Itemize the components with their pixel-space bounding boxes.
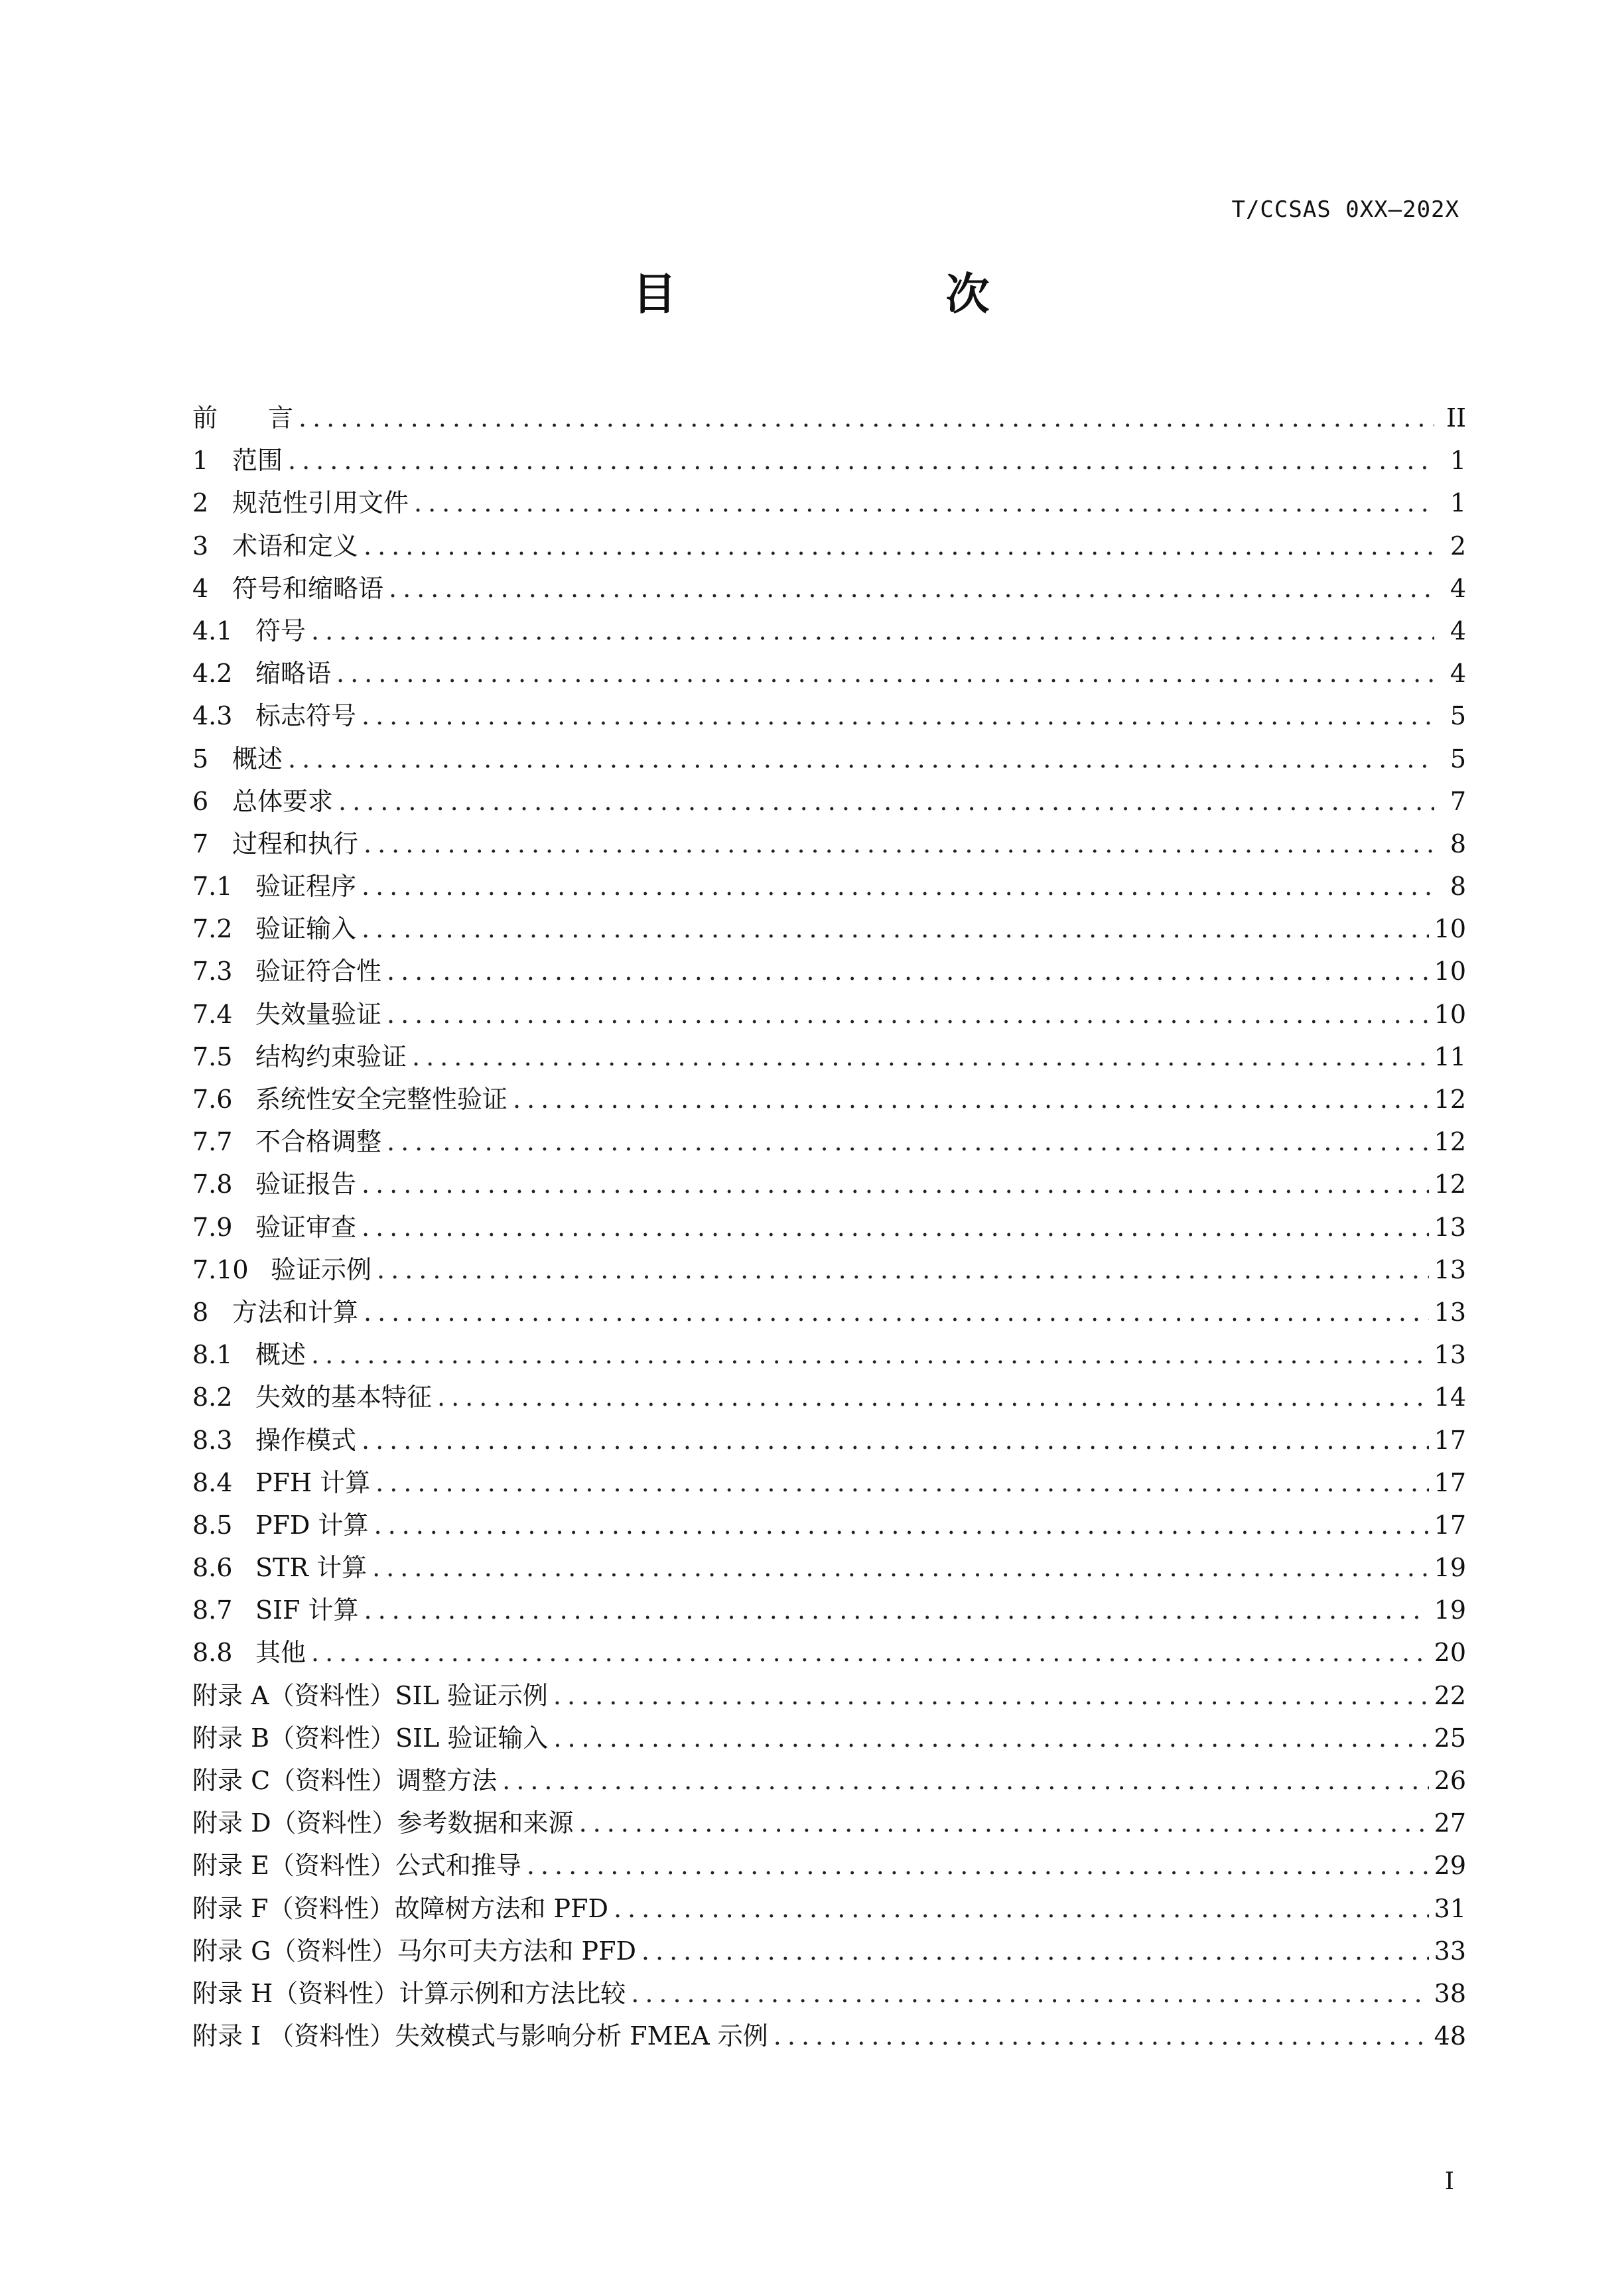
toc-entry-page: II xyxy=(1446,403,1466,433)
toc-entry-page: 27 xyxy=(1434,1808,1466,1838)
page-number: I xyxy=(1444,2168,1454,2195)
dot-leader xyxy=(387,993,1429,1036)
toc-entry-label: PFD 计算 xyxy=(255,1510,369,1540)
toc-entry[interactable] xyxy=(192,695,1466,737)
toc-entry-page: 19 xyxy=(1434,1553,1466,1583)
dot-leader xyxy=(414,482,1434,524)
toc-entry-number: 8.6 xyxy=(192,1553,233,1583)
dot-leader xyxy=(631,1972,1428,2015)
toc-entry-page: 5 xyxy=(1450,701,1466,731)
toc-entry-number: 3 xyxy=(192,531,209,561)
toc-entry[interactable] xyxy=(192,1930,1466,1972)
dot-leader xyxy=(362,1419,1429,1461)
toc-entry-label: 总体要求 xyxy=(232,786,334,816)
toc-entry-page: 10 xyxy=(1434,999,1466,1029)
toc-entry-number: 8.7 xyxy=(192,1595,233,1625)
toc-entry[interactable] xyxy=(192,1419,1466,1461)
toc-entry-page: 12 xyxy=(1434,1085,1466,1114)
toc-entry[interactable] xyxy=(192,1333,1466,1376)
toc-entry-label: SIF 计算 xyxy=(255,1595,359,1625)
toc-entry-page: 5 xyxy=(1450,744,1466,774)
dot-leader xyxy=(288,439,1434,482)
toc-entry-page: 13 xyxy=(1434,1212,1466,1242)
toc-entry-label: 术语和定义 xyxy=(232,531,359,561)
toc-entry[interactable] xyxy=(192,738,1466,780)
dot-leader xyxy=(553,1717,1428,1759)
toc-entry-number: 8.5 xyxy=(192,1510,233,1540)
toc-entry-label: 验证报告 xyxy=(255,1170,357,1199)
toc-entry[interactable] xyxy=(192,1844,1466,1887)
dot-leader xyxy=(642,1930,1429,1972)
toc-entry-label: 其他 xyxy=(255,1638,306,1668)
toc-entry[interactable] xyxy=(192,1163,1466,1205)
toc-entry[interactable] xyxy=(192,950,1466,992)
toc-entry-page: 12 xyxy=(1434,1170,1466,1199)
toc-entry-page: 20 xyxy=(1434,1638,1466,1668)
dot-leader xyxy=(437,1376,1429,1418)
toc-entry[interactable] xyxy=(192,1291,1466,1333)
toc-entry[interactable] xyxy=(192,1759,1466,1802)
toc-entry-page: 22 xyxy=(1434,1680,1466,1710)
toc-entry-label: 操作模式 xyxy=(255,1425,357,1455)
toc-entry[interactable] xyxy=(192,1589,1466,1631)
toc-entry-page: 38 xyxy=(1434,1978,1466,2008)
toc-entry-label: 验证示例 xyxy=(271,1254,372,1284)
toc-entry[interactable] xyxy=(192,1717,1466,1759)
dot-leader xyxy=(774,2015,1429,2057)
toc-entry-number: 8.3 xyxy=(192,1425,233,1455)
dot-leader xyxy=(377,1249,1429,1291)
toc-entry[interactable] xyxy=(192,865,1466,908)
toc-entry[interactable] xyxy=(192,908,1466,950)
toc-entry-label: 结构约束验证 xyxy=(255,1042,407,1071)
toc-entry[interactable] xyxy=(192,1546,1466,1589)
dot-leader xyxy=(338,780,1434,823)
toc-entry-number: 8.2 xyxy=(192,1383,233,1412)
toc-entry-number: 4.2 xyxy=(192,659,233,689)
dot-leader xyxy=(364,525,1434,567)
document-code: T/CCSAS 0XX—202X xyxy=(1231,196,1459,223)
toc-entry-label: 验证符合性 xyxy=(255,957,382,986)
toc-entry-page: 2 xyxy=(1450,531,1466,561)
toc-entry-page: 7 xyxy=(1450,786,1466,816)
dot-leader xyxy=(364,823,1434,865)
toc-entry-label: 概述 xyxy=(255,1340,306,1370)
toc-entry-page: 4 xyxy=(1450,616,1466,645)
toc-entry-label: 附录 A（资料性）SIL 验证示例 xyxy=(192,1680,548,1710)
toc-entry-label: 前 言 xyxy=(192,403,294,433)
toc-entry-page: 13 xyxy=(1434,1297,1466,1327)
dot-leader xyxy=(579,1802,1429,1844)
toc-entry-number: 7.7 xyxy=(192,1127,233,1157)
toc-entry-page: 29 xyxy=(1434,1851,1466,1881)
dot-leader xyxy=(288,738,1434,780)
toc-entry-number: 7.3 xyxy=(192,957,233,986)
toc-entry-label: 系统性安全完整性验证 xyxy=(255,1085,508,1114)
toc-entry-number: 8.4 xyxy=(192,1467,233,1497)
dot-leader xyxy=(362,695,1434,737)
dot-leader xyxy=(502,1759,1428,1802)
toc-entry-label: 范围 xyxy=(232,446,283,476)
table-of-contents xyxy=(192,397,1466,2057)
toc-entry-label: 附录 H（资料性）计算示例和方法比较 xyxy=(192,1978,626,2008)
toc-entry[interactable] xyxy=(192,2015,1466,2057)
toc-entry-page: 26 xyxy=(1434,1766,1466,1795)
toc-entry-page: 8 xyxy=(1450,872,1466,902)
toc-entry-number: 5 xyxy=(192,744,209,774)
toc-entry[interactable] xyxy=(192,567,1466,610)
toc-entry[interactable] xyxy=(192,1631,1466,1674)
dot-leader xyxy=(299,397,1434,439)
toc-entry-number: 4.1 xyxy=(192,616,233,645)
toc-entry-number: 2 xyxy=(192,488,209,518)
dot-leader xyxy=(364,1291,1429,1333)
toc-entry-page: 4 xyxy=(1450,573,1466,603)
toc-entry-number: 7.1 xyxy=(192,872,233,902)
toc-entry-page: 31 xyxy=(1434,1893,1466,1923)
toc-entry-number: 8.8 xyxy=(192,1638,233,1668)
toc-entry-label: 失效量验证 xyxy=(255,999,382,1029)
toc-entry-label: 不合格调整 xyxy=(255,1127,382,1157)
toc-entry-label: 概述 xyxy=(232,744,283,774)
toc-entry[interactable] xyxy=(192,993,1466,1036)
dot-leader xyxy=(389,567,1434,610)
dot-leader xyxy=(362,865,1434,908)
toc-entry-number: 4 xyxy=(192,573,209,603)
toc-entry-number: 7.4 xyxy=(192,999,233,1029)
toc-entry-number: 7.6 xyxy=(192,1085,233,1114)
toc-entry-page: 11 xyxy=(1434,1042,1466,1071)
toc-entry-label: 符号和缩略语 xyxy=(232,573,384,603)
toc-entry-page: 17 xyxy=(1434,1425,1466,1455)
toc-entry-label: 失效的基本特征 xyxy=(255,1383,433,1412)
toc-entry[interactable] xyxy=(192,610,1466,652)
toc-entry[interactable] xyxy=(192,482,1466,524)
toc-entry[interactable] xyxy=(192,1036,1466,1078)
dot-leader xyxy=(336,652,1434,695)
toc-entry-label: 缩略语 xyxy=(255,659,332,689)
toc-entry-page: 10 xyxy=(1434,914,1466,944)
dot-leader xyxy=(513,1078,1429,1120)
dot-leader xyxy=(412,1036,1429,1078)
toc-entry[interactable] xyxy=(192,1376,1466,1418)
dot-leader xyxy=(311,1631,1429,1674)
toc-entry-number: 7.9 xyxy=(192,1212,233,1242)
toc-entry-page: 48 xyxy=(1434,2021,1466,2051)
toc-entry-page: 17 xyxy=(1434,1510,1466,1540)
toc-entry[interactable] xyxy=(192,652,1466,695)
toc-entry-page: 4 xyxy=(1450,659,1466,689)
toc-entry-number: 6 xyxy=(192,786,209,816)
toc-entry[interactable] xyxy=(192,1972,1466,2015)
toc-entry-label: 符号 xyxy=(255,616,306,645)
toc-entry-label: STR 计算 xyxy=(255,1553,368,1583)
toc-entry-page: 1 xyxy=(1450,446,1466,476)
toc-entry-page: 17 xyxy=(1434,1467,1466,1497)
toc-entry-page: 14 xyxy=(1434,1383,1466,1412)
toc-entry-label: 附录 E（资料性）公式和推导 xyxy=(192,1851,521,1881)
toc-entry-label: 附录 C（资料性）调整方法 xyxy=(192,1766,498,1795)
toc-entry-label: 标志符号 xyxy=(255,701,357,731)
toc-entry-number: 8.1 xyxy=(192,1340,233,1370)
toc-entry-page: 13 xyxy=(1434,1254,1466,1284)
toc-entry-number: 8 xyxy=(192,1297,209,1327)
dot-leader xyxy=(553,1674,1429,1717)
toc-entry-page: 13 xyxy=(1434,1340,1466,1370)
toc-entry[interactable] xyxy=(192,1802,1466,1844)
toc-entry[interactable] xyxy=(192,397,1466,439)
toc-entry[interactable] xyxy=(192,1674,1466,1717)
toc-entry-label: 附录 B（资料性）SIL 验证输入 xyxy=(192,1723,549,1753)
dot-leader xyxy=(311,1333,1429,1376)
toc-entry-label: 附录 D（资料性）参考数据和来源 xyxy=(192,1808,574,1838)
dot-leader xyxy=(387,1120,1429,1163)
toc-entry[interactable] xyxy=(192,439,1466,482)
toc-entry[interactable] xyxy=(192,823,1466,865)
toc-entry-page: 8 xyxy=(1450,829,1466,858)
toc-entry-label: 验证输入 xyxy=(255,914,357,944)
toc-entry[interactable] xyxy=(192,780,1466,823)
toc-entry-label: 方法和计算 xyxy=(232,1297,359,1327)
toc-entry-page: 33 xyxy=(1434,1936,1466,1966)
toc-entry-number: 4.3 xyxy=(192,701,233,731)
toc-entry[interactable] xyxy=(192,1249,1466,1291)
toc-entry-number: 1 xyxy=(192,446,209,476)
toc-entry-number: 7.8 xyxy=(192,1170,233,1199)
dot-leader xyxy=(373,1504,1428,1546)
toc-entry-number: 7.2 xyxy=(192,914,233,944)
toc-entry-label: 附录 F（资料性）故障树方法和 PFD xyxy=(192,1893,608,1923)
dot-leader xyxy=(372,1546,1429,1589)
dot-leader xyxy=(311,610,1434,652)
dot-leader xyxy=(387,950,1429,992)
toc-entry-number: 7 xyxy=(192,829,209,858)
toc-entry-page: 25 xyxy=(1434,1723,1466,1753)
toc-entry[interactable] xyxy=(192,1504,1466,1546)
toc-entry-page: 12 xyxy=(1434,1127,1466,1157)
dot-leader xyxy=(614,1887,1429,1930)
dot-leader xyxy=(364,1589,1429,1631)
toc-entry-label: 验证审查 xyxy=(255,1212,357,1242)
toc-entry-page: 19 xyxy=(1434,1595,1466,1625)
toc-entry-page: 1 xyxy=(1450,488,1466,518)
toc-entry-label: 附录 G（资料性）马尔可夫方法和 PFD xyxy=(192,1936,636,1966)
toc-entry-label: 规范性引用文件 xyxy=(232,488,409,518)
page-title: 目 次 xyxy=(632,269,1103,320)
dot-leader xyxy=(362,1163,1429,1205)
toc-entry[interactable] xyxy=(192,1461,1466,1504)
dot-leader xyxy=(527,1844,1429,1887)
dot-leader xyxy=(375,1461,1428,1504)
toc-entry-page: 10 xyxy=(1434,957,1466,986)
toc-entry-number: 7.10 xyxy=(192,1254,249,1284)
toc-entry[interactable] xyxy=(192,1120,1466,1163)
toc-entry-label: 验证程序 xyxy=(255,872,357,902)
toc-entry[interactable] xyxy=(192,1887,1466,1930)
toc-entry[interactable] xyxy=(192,1206,1466,1249)
toc-entry-number: 7.5 xyxy=(192,1042,233,1071)
dot-leader xyxy=(362,1206,1429,1249)
toc-entry-label: 过程和执行 xyxy=(232,829,359,858)
toc-entry[interactable] xyxy=(192,1078,1466,1120)
dot-leader xyxy=(362,908,1429,950)
toc-entry-label: PFH 计算 xyxy=(255,1467,371,1497)
toc-entry-label: 附录 I （资料性）失效模式与影响分析 FMEA 示例 xyxy=(192,2021,768,2051)
toc-entry[interactable] xyxy=(192,525,1466,567)
